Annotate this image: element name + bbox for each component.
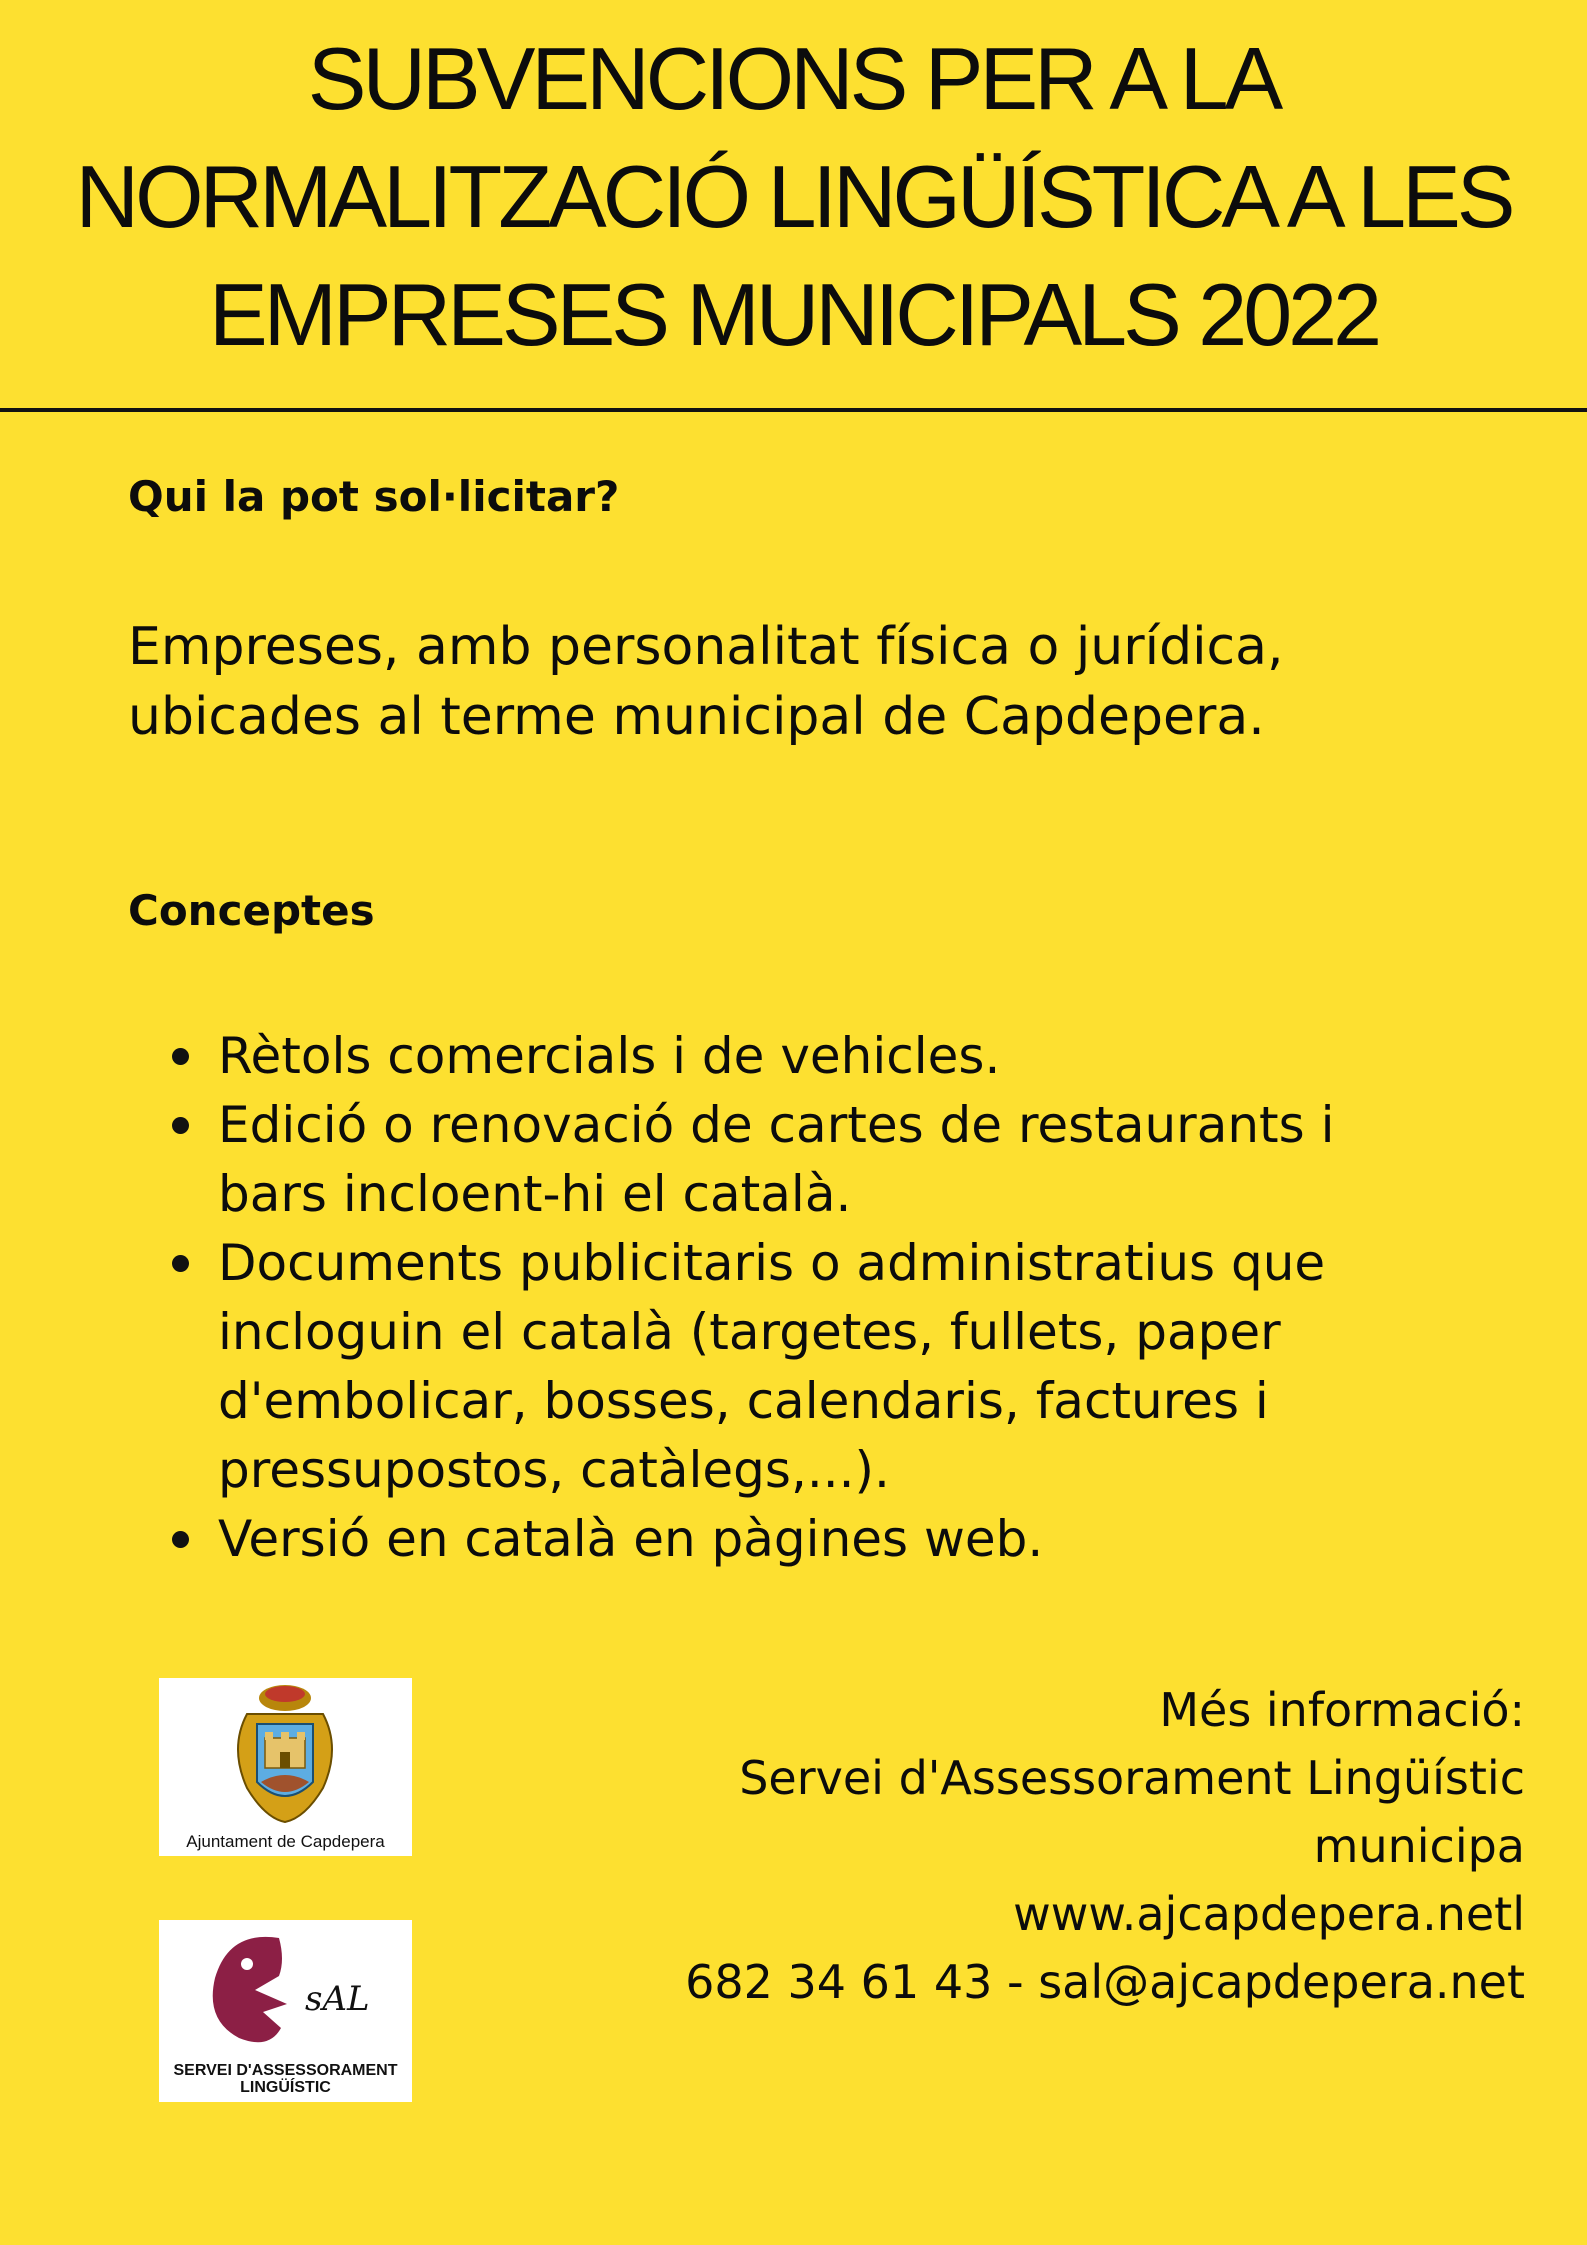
list-item-text: pressupostos, catàlegs,...).	[218, 1441, 890, 1499]
list-item-text: bars incloent-hi el català.	[218, 1165, 852, 1223]
info-service: Servei d'Assessorament Lingüístic	[739, 1751, 1525, 1805]
info-website: www.ajcapdepera.netl	[1013, 1887, 1525, 1941]
info-service-cont: municipa	[1313, 1819, 1525, 1873]
concepts-list	[168, 1022, 1548, 1574]
bullet-icon	[172, 1531, 189, 1548]
page-title	[0, 20, 1587, 374]
question-heading: Qui la pot sol·licitar?	[128, 472, 620, 521]
list-item-text: Versió en català en pàgines web.	[218, 1510, 1044, 1568]
bullet-icon	[172, 1117, 189, 1134]
title-divider	[0, 408, 1587, 412]
list-item	[168, 1505, 1548, 1574]
list-item-text: Rètols comercials i de vehicles.	[218, 1027, 1001, 1085]
contact-info	[525, 1676, 1525, 2016]
concepts-heading: Conceptes	[128, 886, 375, 935]
list-item	[168, 1022, 1548, 1091]
list-item-text: d'embolicar, bosses, calendaris, factures i	[218, 1372, 1269, 1430]
ajuntament-logo	[159, 1678, 412, 1856]
sal-caption-line-1: SERVEI D'ASSESSORAMENT	[173, 2062, 398, 2079]
coat-of-arms-icon	[159, 1678, 412, 1828]
answer-line-1: Empreses, amb personalitat física o jurídica,	[128, 617, 1284, 677]
list-item-text: incloguin el català (targetes, fullets, paper	[218, 1303, 1281, 1361]
list-item-text: Edició o renovació de cartes de restaurants i	[218, 1096, 1335, 1154]
info-phone-email: 682 34 61 43 - sal@ajcapdepera.net	[685, 1955, 1525, 2009]
title-line-2: NORMALITZACIÓ LINGÜÍSTICA A LES	[75, 147, 1512, 246]
sal-face-logo-icon	[159, 1920, 412, 2060]
answer-line-2: ubicades al terme municipal de Capdepera.	[128, 687, 1265, 747]
title-line-1: SUBVENCIONS PER A LA	[307, 29, 1280, 128]
sal-logo-text: sAL	[305, 1979, 370, 2019]
question-answer	[128, 612, 1508, 752]
bullet-icon	[172, 1255, 189, 1272]
sal-logo	[159, 1920, 412, 2102]
bullet-icon	[172, 1048, 189, 1065]
sal-caption-line-2: LINGÜÍSTIC	[240, 2079, 331, 2096]
list-item	[168, 1091, 1548, 1229]
title-line-3: EMPRESES MUNICIPALS 2022	[208, 265, 1379, 364]
sal-caption	[159, 2062, 412, 2096]
list-item-text: Documents publicitaris o administratius que	[218, 1234, 1326, 1292]
list-item	[168, 1229, 1548, 1505]
info-heading: Més informació:	[1159, 1683, 1525, 1737]
ajuntament-caption: Ajuntament de Capdepera	[186, 1832, 385, 1851]
